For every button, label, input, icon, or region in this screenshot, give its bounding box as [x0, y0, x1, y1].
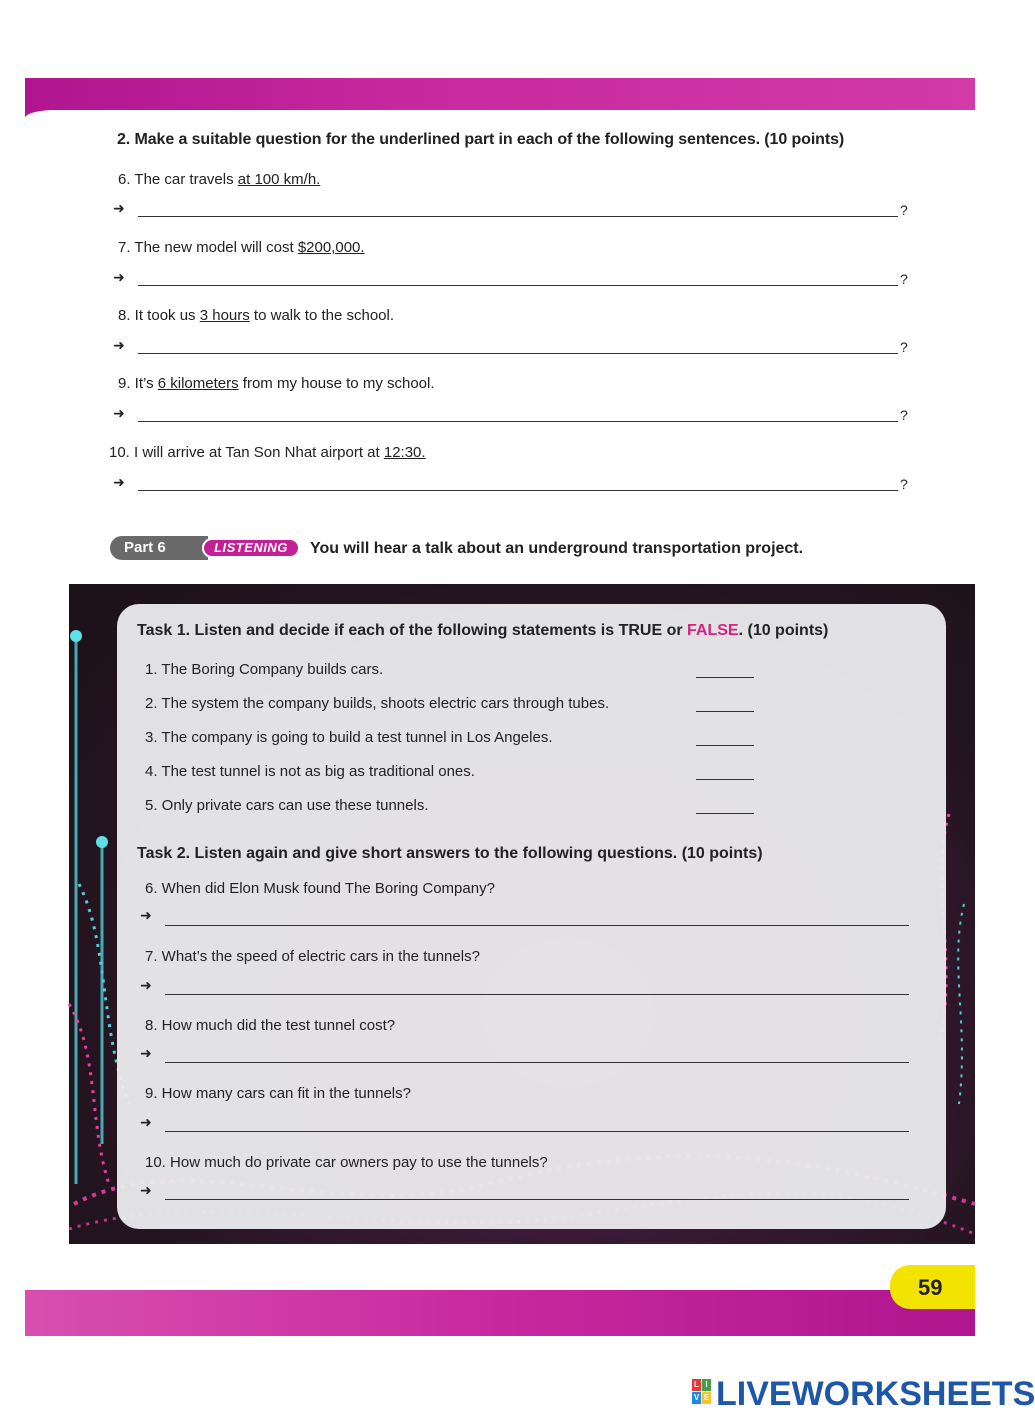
listening-label: LISTENING	[202, 538, 300, 558]
answer-line-8[interactable]	[138, 353, 898, 354]
question-9: 9. It’s 6 kilometers from my house to my school.	[118, 375, 435, 392]
question-mark: ?	[900, 476, 908, 492]
arrow-icon: ➜	[113, 269, 125, 285]
question-mark: ?	[900, 202, 908, 218]
arrow-icon: ➜	[140, 1045, 152, 1061]
true-false-blank-5[interactable]	[696, 813, 754, 814]
question-mark: ?	[900, 407, 908, 423]
arrow-icon: ➜	[113, 405, 125, 421]
question-mark: ?	[900, 339, 908, 355]
liveworksheets-logo-text[interactable]: LIVEWORKSHEETS	[716, 1375, 1035, 1413]
short-answer-line-10[interactable]	[165, 1199, 909, 1200]
short-answer-line-9[interactable]	[165, 1131, 909, 1132]
short-answer-line-8[interactable]	[165, 1062, 909, 1063]
question-10: 10. I will arrive at Tan Son Nhat airport at 12:30.	[109, 444, 426, 461]
task-2-question-8: 8. How much did the test tunnel cost?	[145, 1017, 396, 1034]
section-2-heading: 2. Make a suitable question for the underlined part in each of the following sentences. (10 points)	[117, 131, 845, 148]
statement-4: 4. The test tunnel is not as big as traditional ones.	[145, 763, 475, 780]
question-8: 8. It took us 3 hours to walk to the school.	[118, 307, 395, 324]
statement-2: 2. The system the company builds, shoots electric cars through tubes.	[145, 695, 610, 712]
task-2-question-9: 9. How many cars can fit in the tunnels?	[145, 1085, 411, 1102]
arrow-icon: ➜	[113, 474, 125, 490]
answer-line-6[interactable]	[138, 216, 898, 217]
question-mark: ?	[900, 271, 908, 287]
part-6-badge	[110, 536, 300, 560]
true-false-blank-4[interactable]	[696, 779, 754, 780]
task-2-question-10: 10. How much do private car owners pay to use the tunnels?	[145, 1154, 548, 1171]
short-answer-line-7[interactable]	[165, 994, 909, 995]
task-2-question-6: 6. When did Elon Musk found The Boring Company?	[145, 880, 495, 897]
true-false-blank-2[interactable]	[696, 711, 754, 712]
arrow-icon: ➜	[113, 200, 125, 216]
arrow-icon: ➜	[140, 977, 152, 993]
task-2-question-7: 7. What’s the speed of electric cars in the tunnels?	[145, 948, 480, 965]
true-false-blank-3[interactable]	[696, 745, 754, 746]
task-2-title: Task 2. Listen again and give short answers to the following questions. (10 points)	[137, 845, 763, 862]
arrow-icon: ➜	[113, 337, 125, 353]
arrow-icon: ➜	[140, 907, 152, 923]
arrow-icon: ➜	[140, 1114, 152, 1130]
part-6-description: You will hear a talk about an underground transportation project.	[310, 540, 804, 557]
statement-5: 5. Only private cars can use these tunnels.	[145, 797, 429, 814]
task-1-title: Task 1. Listen and decide if each of the following statements is TRUE or FALSE. (10 points)	[137, 622, 829, 639]
answer-line-9[interactable]	[138, 421, 898, 422]
statement-3: 3. The company is going to build a test tunnel in Los Angeles.	[145, 729, 553, 746]
top-header-band	[25, 78, 975, 118]
footer-band	[25, 1290, 975, 1336]
answer-line-10[interactable]	[138, 490, 898, 491]
true-false-blank-1[interactable]	[696, 677, 754, 678]
short-answer-line-6[interactable]	[165, 925, 909, 926]
arrow-icon: ➜	[140, 1182, 152, 1198]
statement-1: 1. The Boring Company builds cars.	[145, 661, 384, 678]
question-6: 6. The car travels at 100 km/h.	[118, 171, 321, 188]
question-7: 7. The new model will cost $200,000.	[118, 239, 365, 256]
part-label: Part 6	[110, 536, 208, 560]
liveworksheets-logo-icon: L I V E	[693, 1380, 710, 1402]
page-number: 59	[918, 1275, 943, 1300]
answer-line-7[interactable]	[138, 285, 898, 286]
